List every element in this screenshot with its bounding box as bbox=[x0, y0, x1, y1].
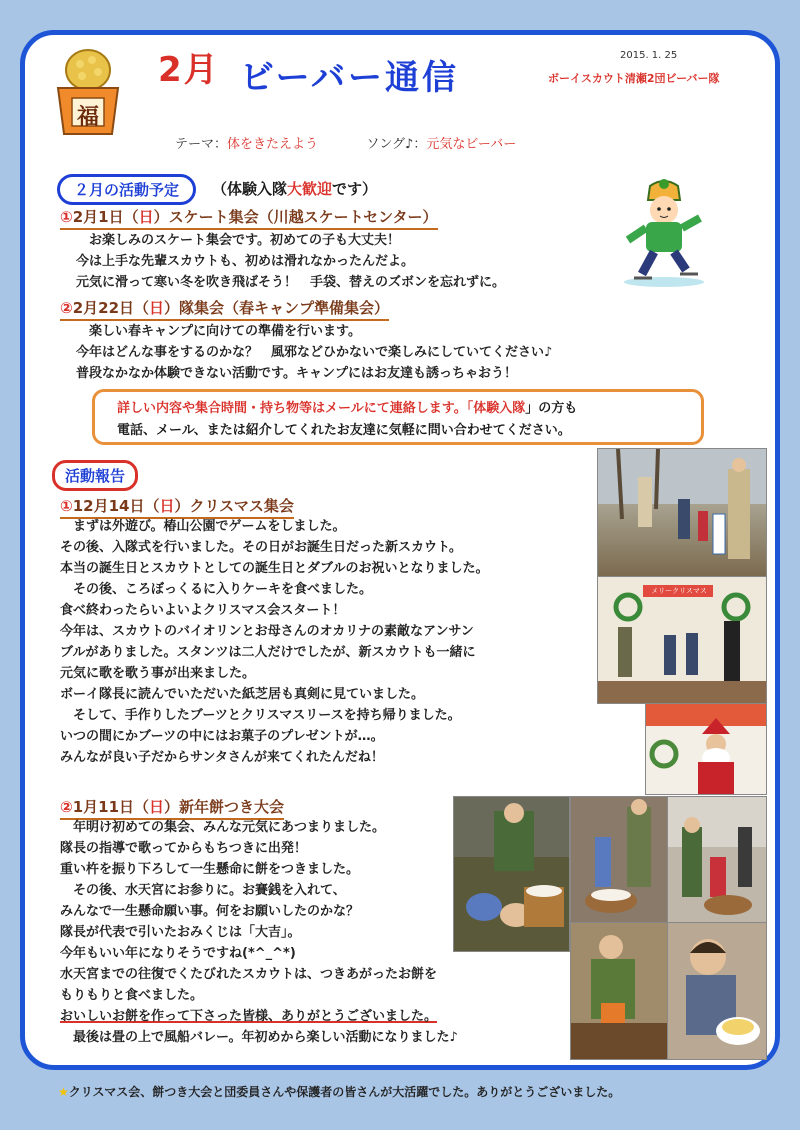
text-line: みんなで一生懸命願い事。何をお願いしたのかな？ bbox=[60, 904, 360, 919]
item-day: 日 bbox=[149, 798, 165, 816]
text-line: 普段なかなか体験できない活動です。キャンプにはお友達も誘っちゃおう！ bbox=[76, 366, 517, 381]
schedule-item-2-body bbox=[76, 321, 552, 384]
text-line: その後、水天宮にお参りに。お賽銭を入れて、 bbox=[60, 883, 346, 898]
item-title: ）新年餅つき大会 bbox=[164, 798, 285, 816]
text-line: もりもりと食べました。 bbox=[60, 988, 204, 1003]
text-line: その後、入隊式を行いました。その日がお誕生日だった新スカウト。 bbox=[60, 540, 462, 555]
report-item-2-body bbox=[60, 817, 458, 1048]
text-line: まずは外遊び。椿山公園でゲームをしました。 bbox=[60, 519, 346, 534]
item-date: 1月11日（ bbox=[72, 798, 150, 816]
notice-line-2: 電話、メール、または紹介してくれたお友達に気軽に問い合わせてください。 bbox=[117, 423, 571, 438]
photo-park-ceremony bbox=[597, 448, 767, 578]
text-line: 楽しい春キャンプに向けての準備を行います。 bbox=[76, 324, 361, 339]
item-number: ② bbox=[60, 299, 73, 317]
item-number: ① bbox=[60, 208, 73, 226]
item-title: ）隊集会（春キャンプ準備集会） bbox=[164, 299, 390, 317]
text-line: 本当の誕生日とスカウトとしての誕生日とダブルのお祝いとなりました。 bbox=[60, 561, 489, 576]
text-line: 重い杵を振り下ろして一生懸命に餅をつきました。 bbox=[60, 862, 360, 877]
text-line: 今年は、スカウトのバイオリンとお母さんのオカリナの素敵なアンサン bbox=[60, 624, 474, 639]
photo-mochi-3 bbox=[667, 796, 767, 924]
text-line: 今は上手な先輩スカウトも、初めは滑れなかったんだよ。 bbox=[76, 254, 415, 269]
page-title: ビーバー通信 bbox=[240, 58, 459, 98]
logo-character: 福 bbox=[76, 105, 99, 130]
item-day: 日 bbox=[149, 299, 165, 317]
schedule-item-1-heading bbox=[60, 206, 438, 230]
text-line: いつの間にかブーツの中にはお菓子のプレゼントが…。 bbox=[60, 729, 384, 744]
issue-date: 2015. 1. 25 bbox=[620, 50, 678, 61]
theme-label: テーマ： bbox=[175, 137, 228, 152]
item-date: 2月1日（ bbox=[72, 208, 139, 226]
text-line: ボーイ隊長に読んでいただいた紙芝居も真剣に見ていました。 bbox=[60, 687, 425, 702]
item-number: ① bbox=[60, 497, 73, 515]
photo-santa bbox=[645, 703, 767, 795]
item-date: 12月14日（ bbox=[72, 497, 160, 515]
text-line: そして、手作りしたブーツとクリスマスリースを持ち帰りました。 bbox=[60, 708, 461, 723]
text-line: 隊長が代表で引いたおみくじは「大吉」。 bbox=[60, 925, 301, 940]
notice-red-text: 詳しい内容や集合時間・持ち物等はメールにて連絡します。「 bbox=[117, 401, 474, 416]
notice-box bbox=[92, 389, 704, 445]
text-line: 水天宮までの往復でくたびれたスカウトは、つきあがったお餅を bbox=[60, 967, 438, 982]
item-number: ② bbox=[60, 798, 73, 816]
text-line: 元気に歌を歌う事が出来ました。 bbox=[60, 666, 256, 681]
text-line: その後、ころぼっくるに入りケーキを食べました。 bbox=[60, 582, 373, 597]
photo-mochi-4 bbox=[570, 922, 669, 1060]
report-item-1-body bbox=[60, 516, 488, 768]
note-prefix: （体験入隊 bbox=[212, 180, 288, 198]
notice-key-text: 体験入隊 bbox=[473, 401, 526, 416]
text-line: ブルがありました。スタンツは二人だけでしたが、新スカウトも一緒に bbox=[60, 645, 476, 660]
title-month: 2月 bbox=[158, 50, 220, 90]
photo-mochi-1 bbox=[453, 796, 570, 952]
notice-line-1 bbox=[117, 398, 691, 420]
photo-banner-text: メリークリスマス bbox=[651, 587, 707, 595]
note-suffix: です） bbox=[332, 180, 378, 198]
skater-illustration bbox=[620, 178, 710, 288]
photo-mochi-5 bbox=[667, 922, 767, 1060]
note-highlight: 大歓迎 bbox=[287, 180, 333, 198]
schedule-item-2-heading bbox=[60, 297, 389, 321]
organization-name: ボーイスカウト清瀬2団ビーバー隊 bbox=[548, 72, 720, 85]
text-line: 食べ終わったらいよいよクリスマス会スタート！ bbox=[60, 603, 346, 618]
song-value: 元気なビーバー bbox=[426, 137, 517, 152]
notice-tail-text: 」の方も bbox=[525, 401, 578, 416]
text-line: 今年もいい年になりそうですね(*^_^*) bbox=[60, 946, 296, 961]
text-line: 今年はどんな事をするのかな？ 風邪などひかないで楽しみにしていてください♪ bbox=[76, 345, 553, 360]
text-line: 隊長の指導で歌ってからもちつきに出発！ bbox=[60, 841, 307, 856]
text-line: 最後は畳の上で風船バレー。年初めから楽しい活動になりました♪ bbox=[60, 1030, 458, 1045]
text-line: 元気に滑って寒い冬を吹き飛ばそう！ 手袋、替えのズボンを忘れずに。 bbox=[76, 275, 506, 290]
footer-note bbox=[58, 1083, 620, 1100]
star-icon: ★ bbox=[58, 1085, 69, 1099]
item-title: ）スケート集会（川越スケートセンター） bbox=[153, 208, 438, 226]
theme-song-line bbox=[175, 133, 516, 152]
schedule-item-1-body bbox=[76, 230, 505, 293]
song-label: ソング♪： bbox=[366, 137, 427, 152]
text-line: お楽しみのスケート集会です。初めての子も大丈夫！ bbox=[76, 233, 400, 248]
item-day: 日 bbox=[138, 208, 154, 226]
text-line: 年明け初めての集会、みんな元気にあつまりました。 bbox=[60, 820, 386, 835]
schedule-heading: ２月の活動予定 bbox=[57, 174, 196, 205]
item-title: ）クリスマス集会 bbox=[174, 497, 294, 515]
footer-text: クリスマス会、餅つき大会と団委員さんや保護者の皆さんが大活躍でした。ありがとうございました。 bbox=[68, 1085, 621, 1099]
report-heading: 活動報告 bbox=[52, 460, 138, 491]
item-day: 日 bbox=[159, 497, 175, 515]
schedule-note bbox=[212, 178, 377, 199]
theme-value: 体をきたえよう bbox=[227, 137, 319, 152]
item-date: 2月22日（ bbox=[72, 299, 150, 317]
photo-mochi-2 bbox=[570, 796, 669, 924]
thanks-line: おいしいお餅を作って下さった皆様、ありがとうございました。 bbox=[60, 1009, 438, 1024]
text-line: みんなが良い子だからサンタさんが来てくれたんだね！ bbox=[60, 750, 384, 765]
photo-christmas-stage bbox=[597, 576, 767, 704]
